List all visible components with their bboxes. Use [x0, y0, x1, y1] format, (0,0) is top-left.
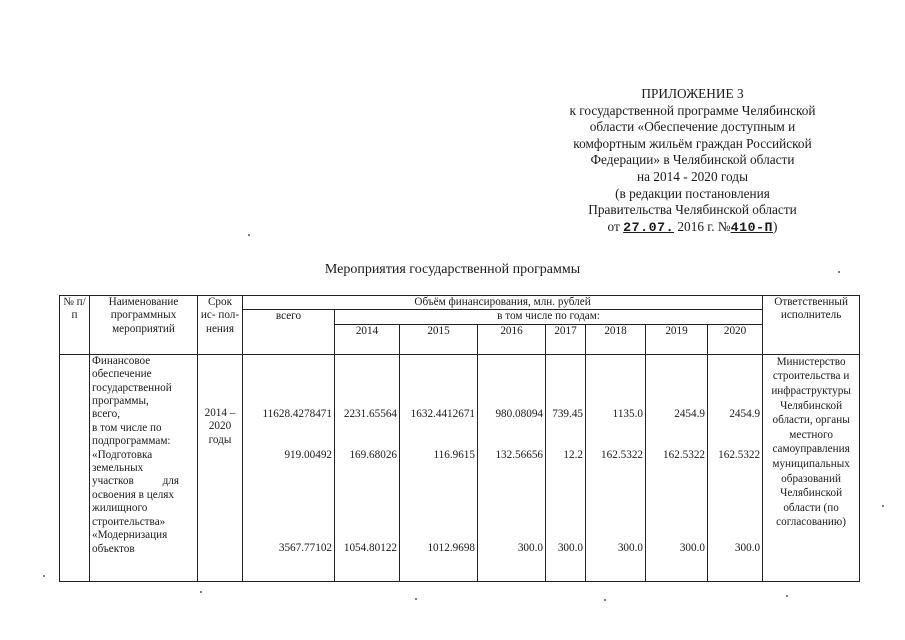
value-2014-all: 2231.65564: [343, 408, 397, 421]
value-2016-sub2: 300.0: [517, 542, 543, 555]
name-line: строительства»: [92, 515, 166, 528]
row-executor: [763, 354, 860, 581]
name-line: участков для: [92, 475, 180, 488]
value-2016-sub1: 132.56656: [495, 448, 543, 461]
cell-total: [243, 354, 335, 581]
header-name: Наименование программных мероприятий: [90, 296, 198, 355]
appendix-line: области «Обеспечение доступным и: [589, 119, 796, 135]
name-line: Финансовое: [92, 354, 151, 367]
closing-paren: ): [773, 218, 778, 234]
cell-2014: [335, 354, 400, 581]
scan-speck: [604, 599, 606, 601]
header-term: Срок ис- пол- нения: [198, 296, 243, 355]
header-year: 2018: [586, 324, 646, 354]
document-title: Мероприятия государственной программы: [324, 262, 581, 277]
value-2020-sub2: 300.0: [734, 542, 761, 555]
header-year: 2014: [335, 324, 400, 354]
name-line: государственной: [92, 381, 172, 394]
value-2017-sub1: 12.2: [563, 448, 583, 461]
appendix-line: Федерации» в Челябинской области: [590, 152, 795, 168]
term-value: 2014 – 2020 годы: [204, 406, 236, 446]
value-2014-sub1: 169.68026: [349, 448, 397, 461]
value-total-sub2: 3567.77102: [278, 542, 332, 555]
appendix-line: на 2014 - 2020 годы: [636, 168, 749, 184]
name-line: «Подготовка: [92, 448, 153, 461]
funding-table: [59, 295, 860, 582]
appendix-heading: ПРИЛОЖЕНИЕ 3: [641, 86, 744, 101]
cell-2016: [478, 354, 546, 581]
header-year: 2019: [646, 324, 708, 354]
cell-2019: [646, 354, 708, 581]
name-line: программы,: [92, 395, 149, 408]
appendix-line: Правительства Челябинской области: [588, 202, 797, 218]
cell-2017: [546, 354, 586, 581]
appendix-line: к государственной программе Челябинской: [569, 102, 816, 118]
scan-speck: [786, 595, 788, 597]
row-num: [60, 354, 90, 581]
name-line: обеспечение: [92, 368, 152, 381]
scan-speck: [882, 505, 884, 507]
name-line: в том числе по: [92, 421, 162, 434]
scan-speck: [43, 575, 45, 577]
cell-2018: [586, 354, 646, 581]
appendix-block: [520, 86, 865, 236]
header-year: 2015: [400, 324, 478, 354]
name-line: всего,: [92, 408, 120, 421]
header-total: всего: [243, 310, 335, 354]
appendix-line: комфортным жильём граждан Российской: [573, 135, 812, 151]
name-line: объектов: [92, 542, 135, 555]
row-term: [198, 354, 243, 581]
value-2017-all: 739.45: [552, 408, 583, 421]
appendix-line: (в редакции постановления: [615, 185, 770, 201]
scan-speck: [248, 234, 250, 236]
value-total-all: 11628.4278471: [262, 408, 332, 421]
scan-speck: [200, 591, 202, 593]
header-num: № п/п: [60, 296, 90, 355]
scan-speck: [415, 598, 417, 600]
value-2020-sub1: 162.5322: [718, 448, 761, 461]
cell-2020: [708, 354, 763, 581]
header-by-years: в том числе по годам:: [335, 310, 763, 324]
value-2015-sub1: 116.9615: [433, 448, 475, 461]
value-2016-all: 980.08094: [495, 408, 543, 421]
name-line: освоения в целях: [92, 488, 175, 501]
value-2017-sub2: 300.0: [557, 542, 583, 555]
value-2015-all: 1632.4412671: [410, 408, 475, 421]
value-2018-all: 1135.0: [612, 408, 643, 421]
value-total-sub1: 919.00492: [284, 448, 332, 461]
table-row: [60, 354, 860, 581]
value-2020-all: 2454.9: [729, 408, 761, 421]
header-year: 2016: [478, 324, 546, 354]
date-prefix: от: [607, 218, 620, 234]
appendix-date-line: [520, 219, 865, 237]
resolution-number: 410-П: [730, 219, 774, 235]
value-2015-sub2: 1012.9698: [427, 542, 475, 555]
date-year: 2016 г. №: [677, 218, 731, 234]
header-year: 2017: [546, 324, 586, 354]
value-2019-all: 2454.9: [674, 408, 705, 421]
header-row-1: [60, 296, 860, 310]
cell-2015: [400, 354, 478, 581]
scan-speck: [838, 271, 840, 273]
row-name: [90, 354, 198, 581]
value-2018-sub1: 162.5322: [601, 448, 643, 461]
name-line: «Модернизация: [92, 529, 168, 542]
header-funding: Объём финансирования, млн. рублей: [243, 296, 763, 310]
header-executor: Ответственный исполнитель: [763, 296, 860, 355]
name-line: жилищного: [92, 502, 148, 515]
value-2019-sub1: 162.5322: [663, 448, 705, 461]
value-2018-sub2: 300.0: [617, 542, 643, 555]
value-2014-sub2: 1054.80122: [343, 542, 397, 555]
date-value: 27.07.: [623, 219, 675, 235]
header-year: 2020: [708, 324, 763, 354]
name-line: земельных: [92, 462, 144, 475]
name-line: подпрограммам:: [92, 435, 171, 448]
executor-text: Министерство строительства и инфраструктуры Челябинской области, органы местного самоуправления муниципальных образований Челябинской области (по согласованию): [771, 355, 851, 529]
value-2019-sub2: 300.0: [679, 542, 705, 555]
